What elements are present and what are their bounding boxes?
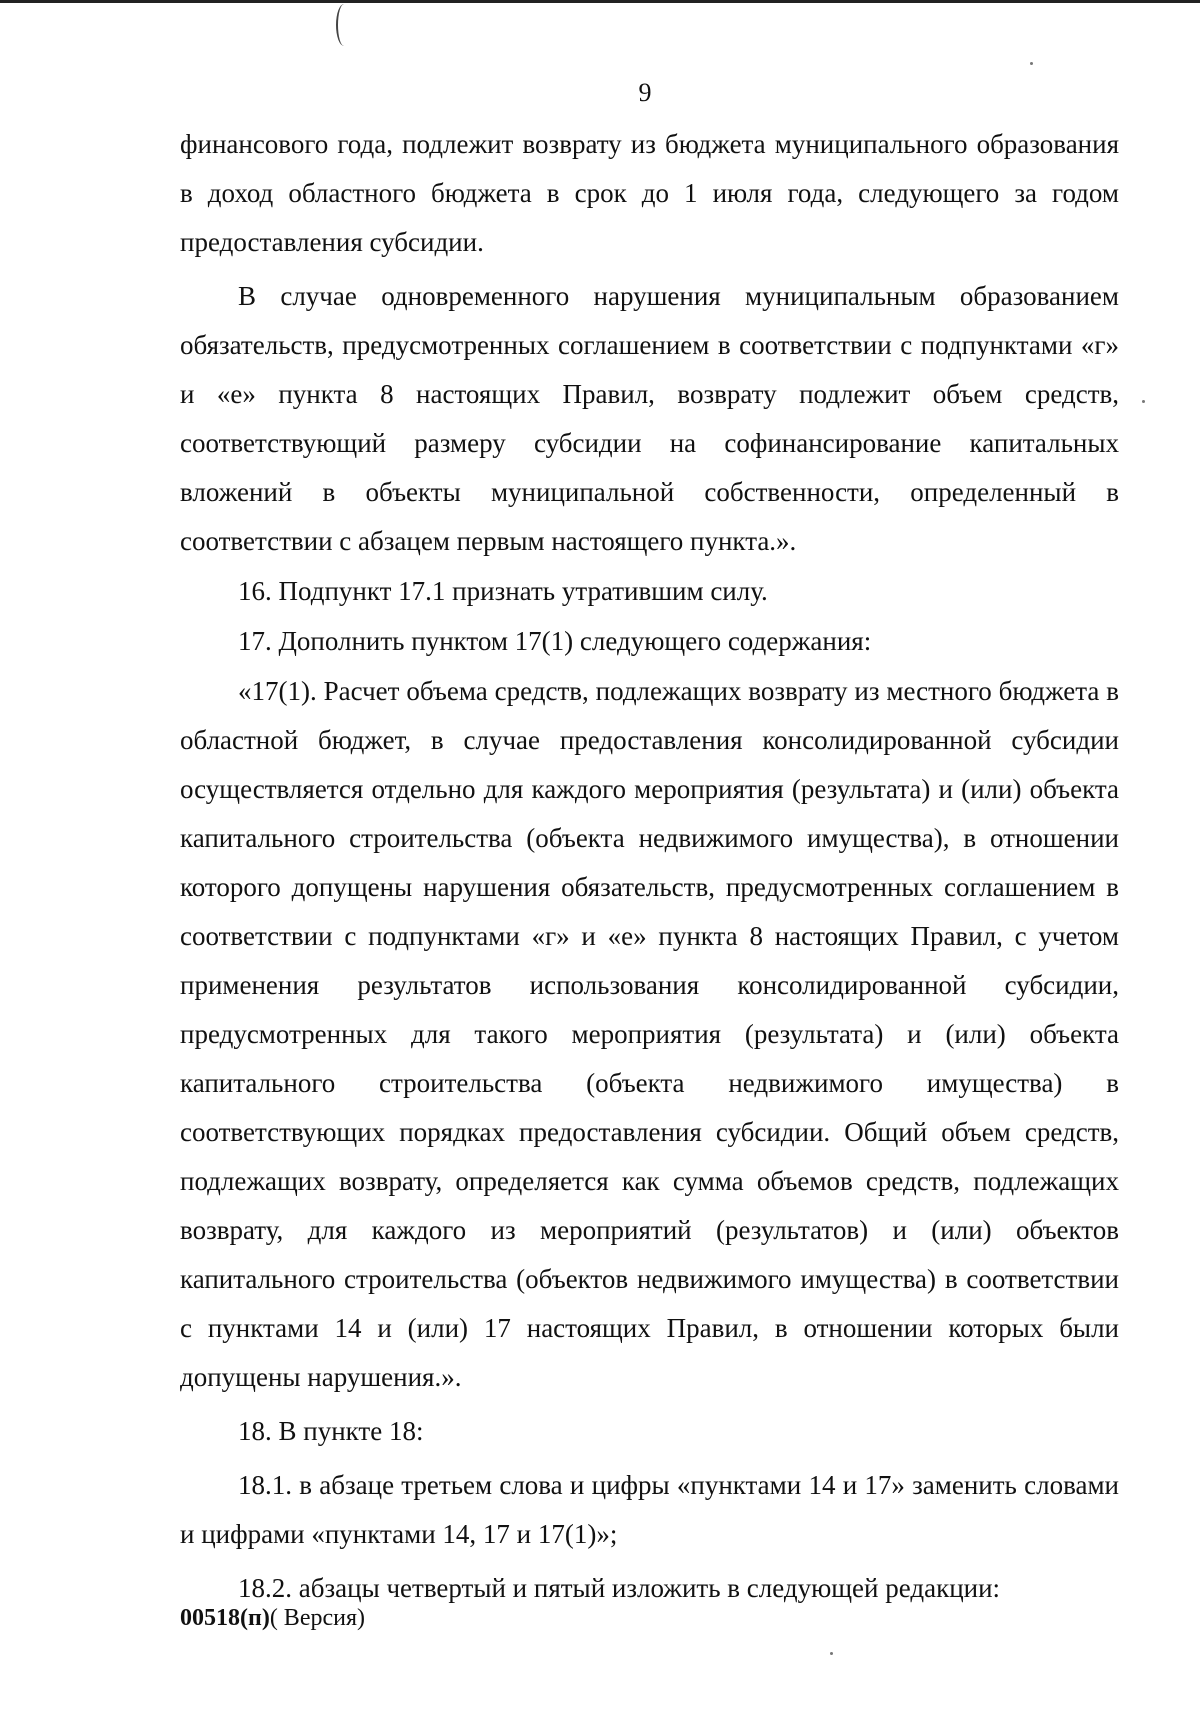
document-body <box>180 120 1119 1613</box>
scan-artifact-dot <box>1030 62 1033 65</box>
document-code: 00518(п) <box>180 1605 270 1631</box>
paragraph: В случае одновременного нарушения муниципальным образованием обязательств, предусмотренных соглашением в соответствии с подпунктами «г» и «е» пункта 8 настоящих Правил, возврату подлежит объем средств, соответствующий размеру субсидии на софинансирование капитальных вложений в объекты муниципальной собственности, определенный в соответствии с абзацем первым настоящего пункта.». <box>180 281 1119 556</box>
paragraph-item-17: 17. Дополнить пунктом 17(1) следующего содержания: <box>238 626 872 656</box>
document-footer <box>180 1605 365 1632</box>
document-version: ( Версия) <box>269 1605 365 1631</box>
paragraph-item-18-1: 18.1. в абзаце третьем слова и цифры «пунктами 14 и 17» заменить словами и цифрами «пунктами 14, 17 и 17(1)»; <box>180 1470 1119 1549</box>
paragraph-item-17-1: «17(1). Расчет объема средств, подлежащих возврату из местного бюджета в областной бюджет, в случае предоставления консолидированной субсидии осуществляется отдельно для каждого мероприятия (результата) и (или) объекта капитального строительства (объекта недвижимого имущества), в отношении которого допущены нарушения обязательств, предусмотренных соглашением в соответствии с подпунктами «г» и «е» пункта 8 настоящих Правил, с учетом применения результатов использования консолидированной субсидии, предусмотренных для такого мероприятия (результата) и (или) объекта капитального строительства (объекта недвижимого имущества) в соответствующих порядках предоставления субсидии. Общий объем средств, подлежащих возврату, определяется как сумма объемов средств, подлежащих возврату, для каждого из мероприятий (результатов) и (или) объектов капитального строительства (объектов недвижимого имущества) в соответствии с пунктами 14 и (или) 17 настоящих Правил, в отношении которых были допущены нарушения.». <box>180 676 1119 1392</box>
paragraph-item-18-2: 18.2. абзацы четвертый и пятый изложить в следующей редакции: <box>238 1573 1001 1603</box>
paragraph-continuation: финансового года, подлежит возврату из бюджета муниципального образования в доход областного бюджета в срок до 1 июля года, следующего за годом предоставления субсидии. <box>180 129 1119 257</box>
page-number: 9 <box>638 78 652 107</box>
scan-artifact-dot <box>1142 400 1145 403</box>
paragraph-item-18: 18. В пункте 18: <box>238 1416 424 1446</box>
scan-artifact-mark <box>336 4 352 46</box>
paragraph-item-16: 16. Подпункт 17.1 признать утратившим силу. <box>238 576 768 606</box>
scan-artifact-dot <box>830 1652 833 1655</box>
scan-border-line <box>0 0 1200 3</box>
